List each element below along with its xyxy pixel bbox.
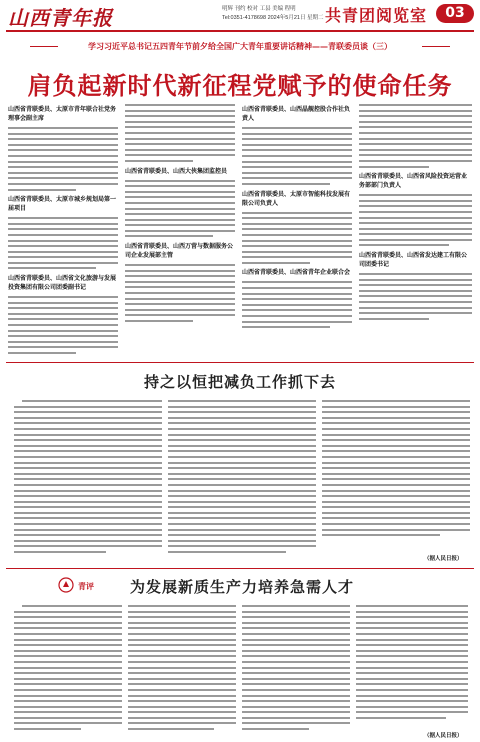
text-block [128,605,236,730]
article3-column-2 [128,605,236,734]
article2-column-2 [168,400,316,557]
text-block [8,296,118,354]
text-block [8,127,118,191]
column-subheading: 山西省青联委员、山西晶舰控股合作社负责人 [242,106,351,122]
column-subheading: 山西省青联委员、山西省青年企业联合会 [242,269,351,277]
section-title: 共青团阅览室 [325,6,428,25]
article2-headline: 持之以恒把减负工作抓下去 [143,373,336,391]
text-block [242,281,352,328]
lead-column-2 [125,104,235,326]
column-emblem-icon [58,577,74,593]
section-divider [6,568,474,569]
article3-headline: 为发展新质生产力培养急需人才 [130,578,355,596]
page-header [0,0,480,34]
column-label: 青评 [78,582,94,591]
text-block [356,605,468,719]
edition-info [222,4,324,21]
page-number-badge: 03 [436,4,474,23]
article3-column-1 [14,605,122,734]
text-block [359,104,472,168]
section-divider [6,362,474,363]
text-block [242,127,352,185]
lead-column-4 [359,104,472,323]
column-subheading: 山西省青联委员、山西省文化旅游与发展投资集团有限公司团委副书记 [8,275,117,292]
article3-column-3 [242,605,350,734]
lead-column-3 [242,104,352,332]
text-block [359,273,472,320]
lead-kicker: 学习习近平总书记五四青年节前夕给全国广大青年重要讲话精神——青联委员谈（三） [88,42,392,51]
article2-byline: （据人民日报） [424,556,463,562]
column-subheading: 山西省青联委员、山西大侠集团监控员 [125,167,228,175]
column-subheading: 山西省青联委员、太原市青年联合社党务理事会副主席 [8,106,117,122]
column-subheading: 山西省青联委员、太原市城乡规划局第一届项目 [8,196,117,213]
column-subheading: 山西省青联委员、山西省发达建工有限公司团委书记 [359,252,468,269]
text-block [125,180,235,238]
text-block [322,400,470,536]
lead-headline: 肩负起新时代新征程党赋予的使命任务 [27,72,453,100]
text-block [168,400,316,553]
text-block [14,605,122,730]
column-subheading: 山西省青联委员、山西万营与数据服务公司企业发展部主管 [125,243,234,260]
kicker-rule-right [422,46,450,47]
text-block [359,194,472,246]
masthead-logo: 山西青年报 [8,6,113,30]
text-block [8,217,118,269]
text-block [14,400,162,553]
edition-contact: Tel:0351-4178698 2024年5月21日 星期二 [222,15,324,21]
article3-column-4 [356,605,468,722]
article3-byline: （据人民日报） [424,733,463,739]
edition-staff: 明辉 刊约 校对 工县 美编 程明 [222,6,296,12]
text-block [242,212,352,264]
column-subheading: 山西省青联委员、山西省风险投资运营业务部部门负责人 [359,173,468,190]
text-block [125,264,235,322]
article2-column-3 [322,400,470,540]
text-block [125,104,235,162]
article2-column-1 [14,400,162,557]
column-subheading: 山西省青联委员、太原市智能科技发展有限公司负责人 [242,190,351,207]
text-block [242,605,350,730]
header-rule [6,30,474,32]
lead-column-1 [8,104,118,358]
